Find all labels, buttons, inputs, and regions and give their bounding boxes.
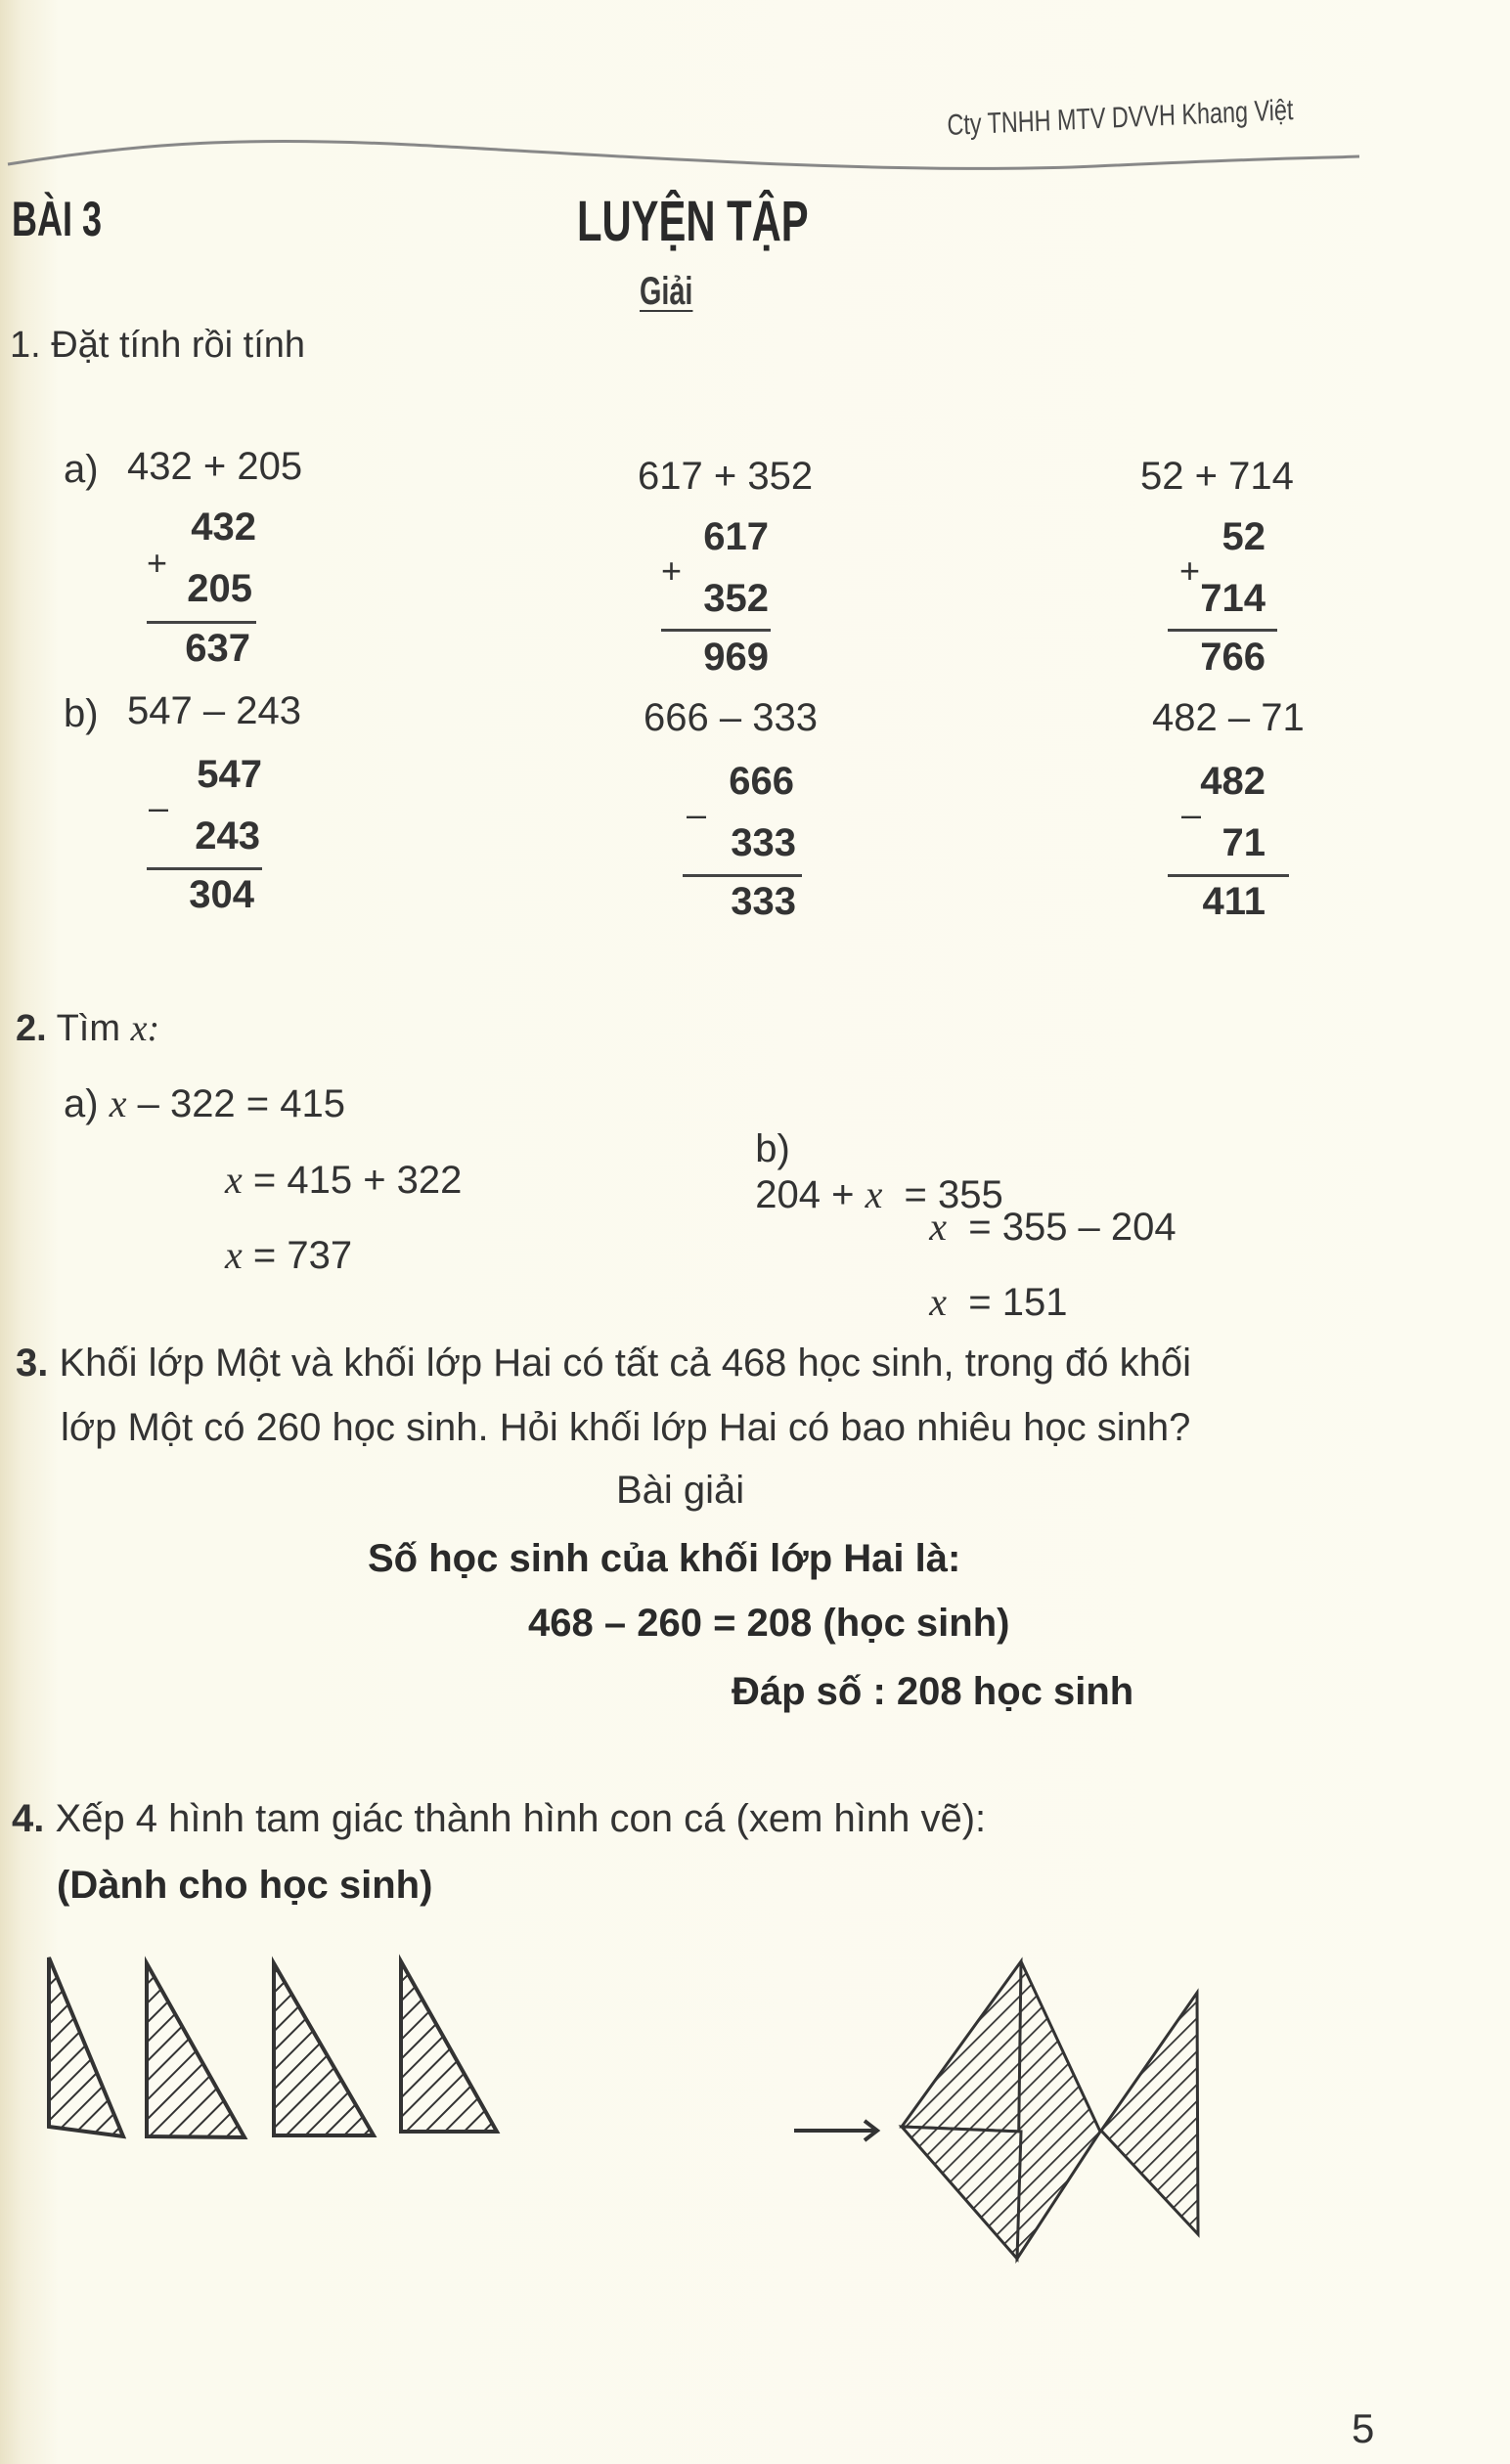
plus-operator: +	[1179, 550, 1201, 591]
calc-top: 617	[703, 515, 769, 558]
exercise-2a-line-2	[225, 1157, 462, 1203]
solution-line-2: 468 – 260 = 208 (học sinh)	[528, 1602, 1010, 1645]
calc-expression: 666 – 333	[644, 696, 818, 739]
minus-operator: –	[149, 787, 169, 827]
difference-line	[147, 867, 262, 870]
plus-operator: +	[661, 550, 683, 591]
variable: x	[865, 1172, 883, 1216]
plus-operator: +	[147, 543, 168, 583]
difference-line	[683, 874, 802, 877]
solution-answer: Đáp số : 208 học sinh	[732, 1670, 1134, 1713]
calc-top: 432	[191, 506, 256, 549]
equation-rest: = 415 + 322	[242, 1159, 463, 1202]
exercise-3-line-2: lớp Một có 260 học sinh. Hỏi khối lớp Hai có bao nhiêu học sinh?	[61, 1406, 1191, 1449]
exercise-2-heading	[16, 1007, 159, 1050]
calc-top: 52	[1221, 515, 1266, 558]
calc-result: 637	[185, 627, 250, 670]
calc-result: 304	[189, 873, 254, 916]
calc-bottom: 71	[1221, 821, 1266, 864]
calc-bottom: 243	[195, 814, 260, 858]
variable: x	[109, 1081, 127, 1125]
publisher-header: Cty TNHH MTV DVVH Khang Việt	[947, 94, 1294, 142]
variable: x	[225, 1158, 243, 1202]
exercise-number: 2.	[16, 1008, 47, 1049]
triangle-1	[49, 1958, 123, 2136]
calc-bottom: 714	[1200, 577, 1266, 620]
triangle-2	[147, 1963, 244, 2137]
sum-line	[1168, 629, 1277, 632]
exercise-number: 3.	[16, 1342, 49, 1385]
variable: x	[929, 1280, 947, 1324]
variable: x	[225, 1233, 243, 1277]
calc-top: 547	[197, 753, 262, 796]
calc-bottom: 205	[187, 567, 252, 610]
exercise-1-heading: 1. Đặt tính rồi tính	[10, 325, 306, 366]
equation-rest: = 737	[242, 1234, 353, 1277]
solution-heading: Bài giải	[616, 1469, 745, 1512]
exercise-2a-line-3	[225, 1232, 352, 1278]
triangles-to-fish-figure	[0, 1936, 1510, 2308]
equation-rest: = 151	[947, 1281, 1068, 1324]
solution-subtitle: Giải	[640, 270, 693, 313]
equation-rest: = 355 – 204	[947, 1206, 1177, 1249]
page-number: 5	[1352, 2405, 1375, 2451]
calc-result: 969	[703, 636, 769, 679]
exercise-1a-label: a)	[64, 448, 99, 491]
exercise-4-note: (Dành cho học sinh)	[57, 1864, 433, 1907]
lesson-number: BÀI 3	[12, 192, 103, 246]
calc-expression: 482 – 71	[1152, 696, 1305, 739]
fish-shape	[902, 1961, 1198, 2259]
arrow-icon	[794, 2121, 877, 2140]
part-label: a)	[64, 1082, 99, 1125]
sum-line	[147, 621, 256, 624]
difference-line	[1168, 874, 1289, 877]
triangle-3	[274, 1963, 374, 2135]
calc-top: 482	[1200, 760, 1266, 803]
exercise-2a-line-1	[64, 1080, 345, 1126]
variable: x:	[130, 1008, 160, 1049]
calc-expression: 617 + 352	[638, 455, 814, 498]
exercise-2b-line-3	[908, 1235, 1067, 1325]
calc-expression: 432 + 205	[127, 445, 303, 488]
solution-line-1: Số học sinh của khối lớp Hai là:	[368, 1537, 961, 1580]
exercise-text: Tìm	[56, 1008, 121, 1049]
calc-top: 666	[729, 760, 794, 803]
calc-result: 333	[731, 880, 796, 923]
problem-text: Khối lớp Một và khối lớp Hai có tất cả 468 học sinh, trong đó khối	[59, 1342, 1192, 1385]
header-divider	[0, 117, 1369, 196]
equation-post: = 355	[882, 1173, 1003, 1216]
part-label: b)	[755, 1127, 790, 1170]
calc-expression: 547 – 243	[127, 689, 301, 732]
exercise-4-heading	[12, 1797, 986, 1841]
calc-result: 766	[1200, 636, 1266, 679]
minus-operator: –	[1181, 794, 1202, 834]
exercise-3-line-1	[16, 1342, 1191, 1386]
calc-expression: 52 + 714	[1140, 455, 1294, 498]
calc-bottom: 352	[703, 577, 769, 620]
exercise-1b-label: b)	[64, 692, 99, 735]
minus-operator: –	[687, 794, 707, 834]
calc-result: 411	[1202, 880, 1266, 923]
equation-rest: – 322 = 415	[126, 1082, 346, 1125]
triangle-4	[401, 1961, 497, 2132]
lesson-title: LUYỆN TẬP	[577, 190, 809, 253]
equation-pre: 204 +	[755, 1173, 866, 1216]
variable: x	[929, 1205, 947, 1249]
exercise-text: Xếp 4 hình tam giác thành hình con cá (xem hình vẽ):	[55, 1797, 987, 1840]
calc-bottom: 333	[731, 821, 796, 864]
sum-line	[661, 629, 771, 632]
exercise-number: 4.	[12, 1797, 45, 1840]
